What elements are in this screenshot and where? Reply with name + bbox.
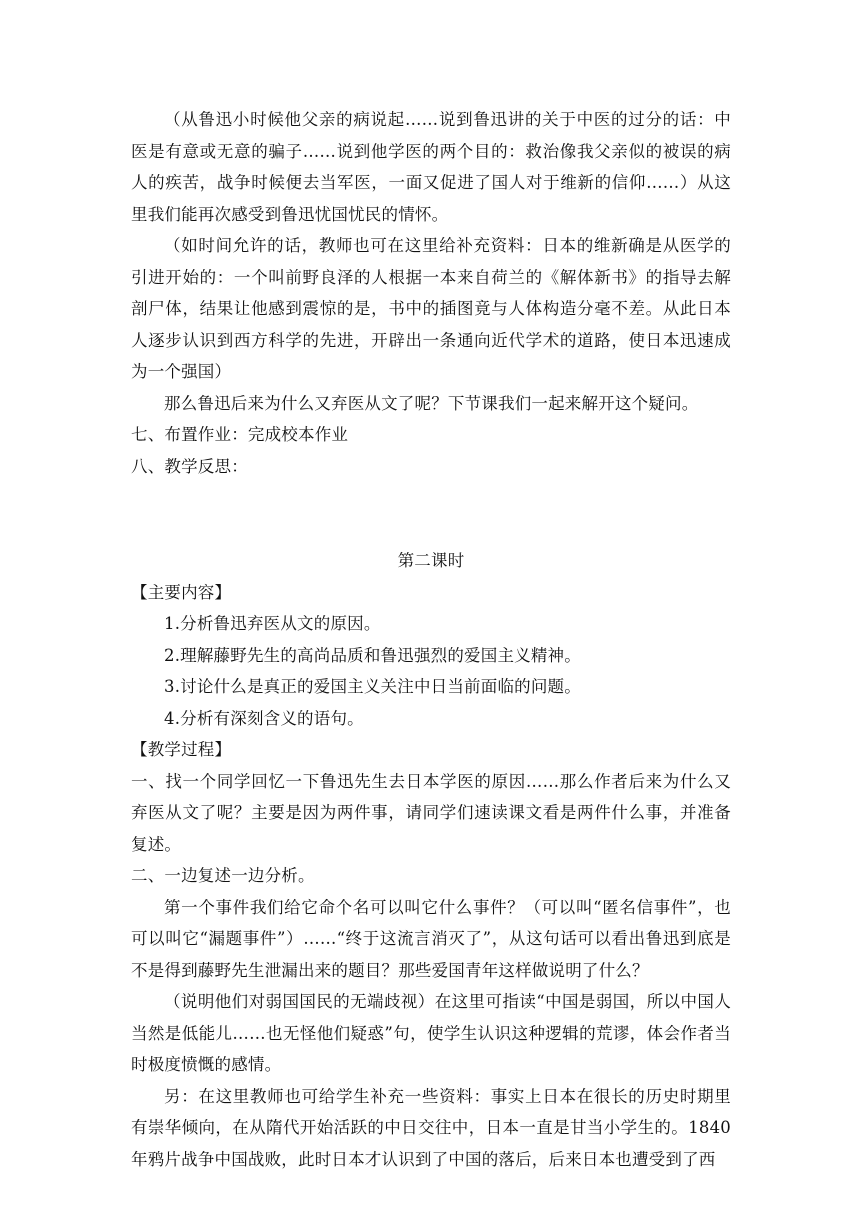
paragraph-next-lesson-question: 那么鲁迅后来为什么又弃医从文了呢？下节课我们一起来解开这个疑问。 [164,393,699,413]
heading-homework: 七、布置作业：完成校本作业 [131,425,349,444]
list-item: 2.理解藤野先生的高尚品质和鲁迅强烈的爱国主义精神。 [164,645,581,665]
heading-teaching-process: 【教学过程】 [131,740,232,759]
heading-teaching-reflection: 八、教学反思： [131,456,248,476]
list-item: 1.分析鲁迅弃医从文的原因。 [164,614,381,633]
heading-main-content: 【主要内容】 [131,582,232,602]
paragraph-event-explanation: （说明他们对弱国国民的无端歧视）在这里可指读“中国是弱国，所以中国人当然是低能儿……也无怪他们疑惑”句，使学生认识这种逻辑的荒谬，体会作者当时极度愤慨的感情。 [131,992,731,1074]
paragraph-extra-material: 另：在这里教师也可给学生补充一些资料：事实上日本在很长的历史时期里有崇华倾向，在从隋代开始活跃的中日交往中，日本一直是甘当小学生的。1840年鸦片战争中国战败，此时日本才认识到了中国的落后，后来日本也遭受到了西 [131,1086,731,1169]
list-item: 4.分析有深刻含义的语句。 [164,708,364,728]
paragraph-first-event: 第一个事件我们给它命个名可以叫它什么事件？（可以叫“匿名信事件”，也可以叫它“漏题事件”）……“终于这流言消灭了”，从这句话可以看出鲁迅到底是不是得到藤野先生泄漏出来的题目？那些爱国青年这样做说明了什么？ [131,897,731,980]
paragraph-step-one: 一、找一个同学回忆一下鲁迅先生去日本学医的原因……那么作者后来为什么又弃医从文了呢？主要是因为两件事，请同学们速读课文看是两件什么事，并准备复述。 [131,771,731,854]
list-item: 3.讨论什么是真正的爱国主义关注中日当前面临的问题。 [164,677,581,696]
section-title: 第二课时 [397,551,465,570]
paragraph-supplementary-material: （如时间允许的话，教师也可在这里给补充资料：日本的维新确是从医学的引进开始的：一个叫前野良泽的人根据一本来自荷兰的《解体新书》的指导去解剖尸体，结果让他感到震惊的是，书中的插图竟与人体构造分毫不差。从此日本人逐步认识到西方科学的先进，开辟出一条通向近代学术的道路，使日本迅速成为一个强国） [131,236,731,381]
paragraph-step-two: 二、一边复述一边分析。 [131,866,315,885]
paragraph-lu-xun-medicine-reasons: （从鲁迅小时候他父亲的病说起……说到鲁迅讲的关于中医的过分的话：中医是有意或无意的骗子……说到他学医的两个目的：救治像我父亲似的被误的病人的疾苦，战争时候便去当军医，一面又促进了国人对于维新的信仰……）从这里我们能再次感受到鲁迅忧国忧民的情怀。 [131,110,731,224]
document-body [131,104,731,1175]
section-gap [131,482,731,545]
